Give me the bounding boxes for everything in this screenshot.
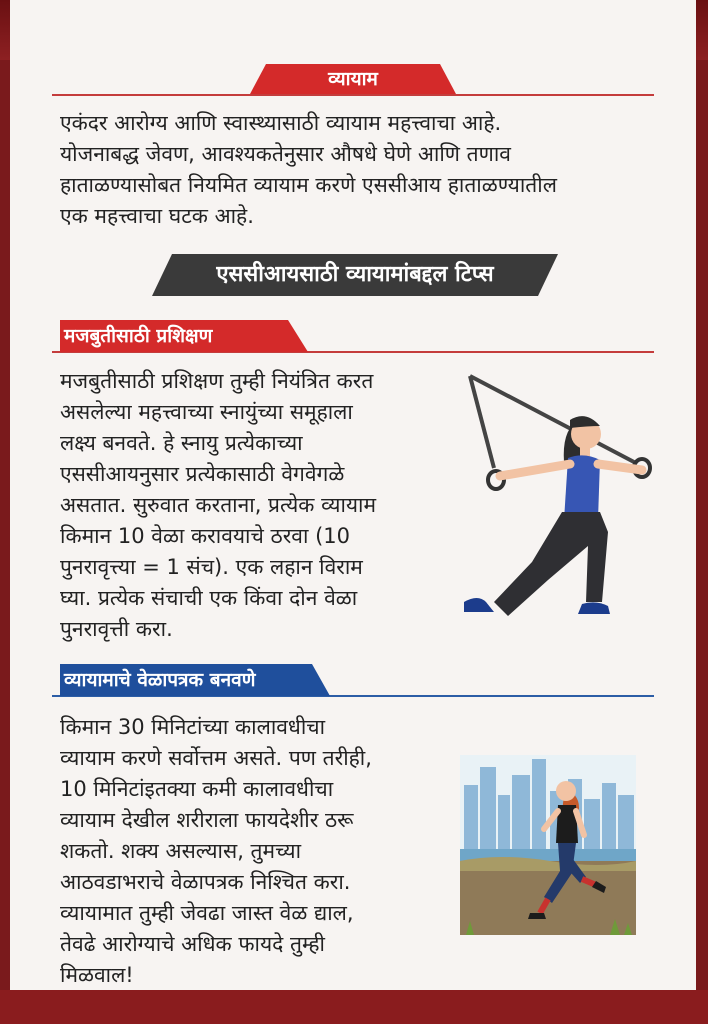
running-illustration <box>460 755 636 935</box>
runner-shoe <box>528 913 546 919</box>
intro-line: योजनाबद्ध जेवण, आवश्यकतेनुसार औषधे घेणे आणि तणाव <box>60 142 511 166</box>
schedule-title: व्यायामाचे वेळापत्रक बनवणे <box>64 669 256 691</box>
strength-title: मजबुतीसाठी प्रशिक्षण <box>64 325 213 347</box>
strength-line: घ्या. प्रत्येक संचाची एक किंवा दोन वेळा <box>60 586 358 610</box>
tips-banner-title: एससीआयसाठी व्यायामांबद्दल टिप्स <box>216 262 494 287</box>
shoe-right <box>578 602 610 614</box>
strap-right <box>470 376 634 462</box>
shoe-left <box>464 598 494 612</box>
schedule-line: मिळवाल! <box>60 963 134 987</box>
strength-training-illustration <box>458 372 658 624</box>
intro-line: एकंदर आरोग्य आणि स्वास्थ्यासाठी व्यायाम महत्त्वाचा आहे. <box>60 111 502 135</box>
section-title: व्यायाम <box>328 68 378 90</box>
strength-line: एससीआयनुसार प्रत्येकासाठी वेगवेगळे <box>60 462 345 486</box>
schedule-line: आठवडाभराचे वेळापत्रक निश्चित करा. <box>60 870 351 894</box>
schedule-line: तेवढे आरोग्याचे अधिक फायदे तुम्ही <box>60 932 325 956</box>
schedule-line: व्यायाम करणे सर्वोत्तम असते. पण तरीही, <box>60 746 372 770</box>
strength-line: पुनरावृत्ती करा. <box>60 617 173 641</box>
arm-right <box>598 464 642 470</box>
schedule-line: व्यायाम देखील शरीराला फायदेशीर ठरू <box>60 808 354 832</box>
schedule-line: किमान 30 मिनिटांच्या कालावधीचा <box>60 715 326 739</box>
schedule-line: व्यायामात तुम्ही जेवढा जास्त वेळ द्याल, <box>60 901 354 925</box>
intro-line: एक महत्त्वाचा घटक आहे. <box>60 204 254 228</box>
strength-line: पुनरावृत्त्या = 1 संच). एक लहान विराम <box>60 555 363 579</box>
strength-line: किमान 10 वेळा करावयाचे ठरवा (10 <box>60 524 350 548</box>
strength-line: असतात. सुरुवात करताना, प्रत्येक व्यायाम <box>60 493 377 517</box>
leggings <box>494 512 608 616</box>
page-bottom-band <box>0 990 708 1024</box>
strength-line: मजबुतीसाठी प्रशिक्षण तुम्ही नियंत्रित करत <box>60 369 374 393</box>
strap-left <box>470 376 494 468</box>
strength-paragraph <box>60 366 428 645</box>
arm-left <box>500 464 570 476</box>
schedule-line: शकतो. शक्य असल्यास, तुमच्या <box>60 839 302 863</box>
strength-line: लक्ष्य बनवते. हे स्नायु प्रत्येकाच्या <box>60 431 303 455</box>
intro-paragraph <box>60 108 652 232</box>
strength-line: असलेल्या महत्त्वाच्या स्नायुंच्या समूहाला <box>60 400 353 424</box>
intro-line: हाताळण्यासोबत नियमित व्यायाम करणे एससीआय हाताळण्यातील <box>60 173 557 197</box>
runner-head <box>556 781 576 801</box>
schedule-paragraph <box>60 712 436 991</box>
schedule-line: 10 मिनिटांइतक्या कमी कालावधीचा <box>60 777 334 801</box>
